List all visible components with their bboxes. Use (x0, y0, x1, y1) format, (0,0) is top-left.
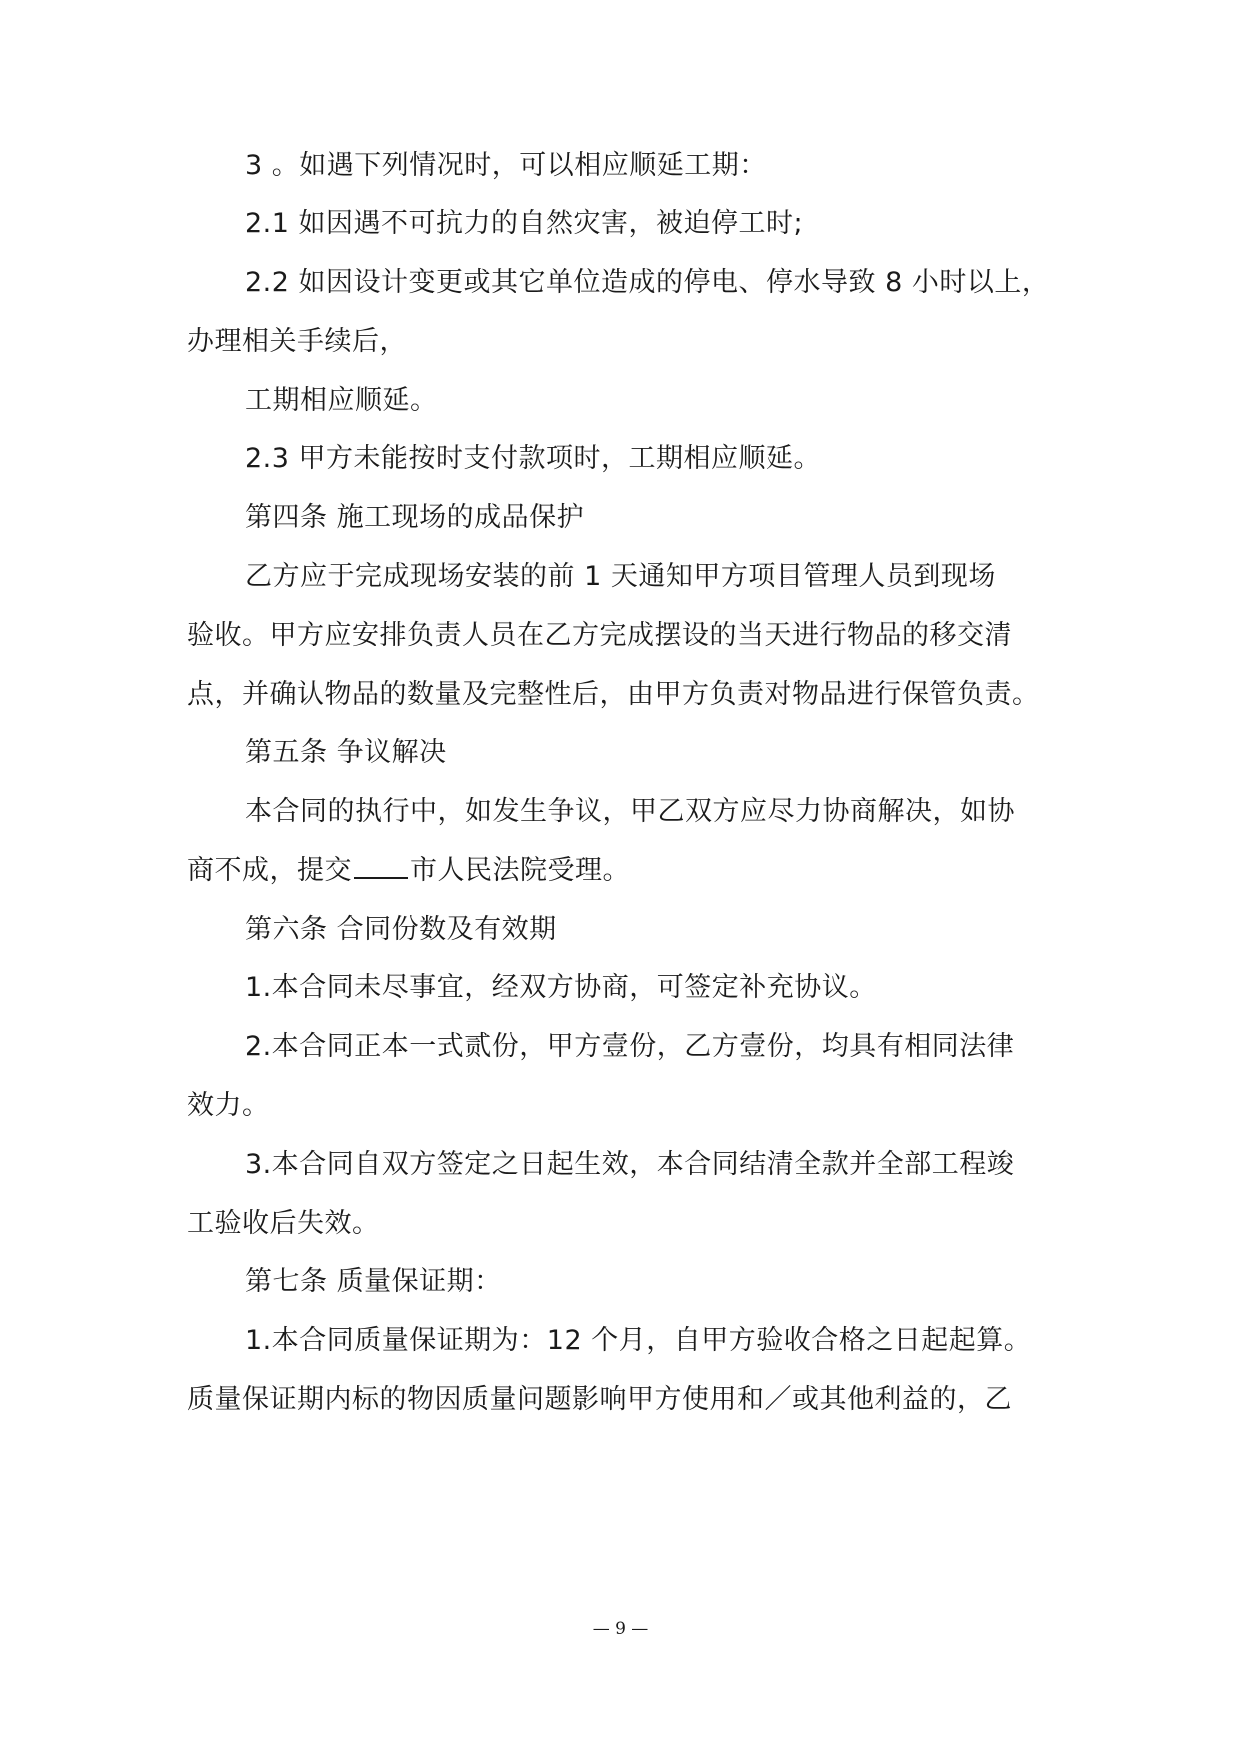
section-heading: 第七条 质量保证期： (245, 1266, 502, 1297)
text-line: 验收。甲方应安排负责人员在乙方完成摆设的当天进行物品的移交清 (187, 620, 1012, 651)
section-heading: 第五条 争议解决 (245, 737, 447, 768)
text-line: 1.本合同质量保证期为：12 个月，自甲方验收合格之日起起算。 (245, 1325, 1032, 1356)
text-line: 2.3 甲方未能按时支付款项时，工期相应顺延。 (245, 443, 822, 474)
text-line: 本合同的执行中，如发生争议，甲乙双方应尽力协商解决，如协 (245, 796, 1015, 827)
text-line: 2.1 如因遇不可抗力的自然灾害，被迫停工时; (245, 208, 804, 239)
fill-in-blank (354, 857, 408, 879)
text-line: 办理相关手续后， (187, 326, 407, 357)
section-heading: 第四条 施工现场的成品保护 (245, 502, 585, 533)
text-segment: 市人民法院受理。 (410, 855, 630, 886)
text-segment: 商不成，提交 (187, 855, 352, 886)
page-number: — 9 — (592, 1619, 649, 1639)
text-line: 质量保证期内标的物因质量问题影响甲方使用和／或其他利益的，乙 (187, 1384, 1012, 1415)
text-line: 点，并确认物品的数量及完整性后，由甲方负责对物品进行保管负责。 (187, 679, 1040, 710)
text-line: 乙方应于完成现场安装的前 1 天通知甲方项目管理人员到现场 (245, 561, 996, 592)
text-line: 工验收后失效。 (187, 1208, 380, 1239)
text-line: 效力。 (187, 1090, 270, 1121)
text-line: 工期相应顺延。 (245, 385, 438, 416)
text-line-with-blank (187, 853, 630, 889)
text-line: 2.本合同正本一式贰份，甲方壹份，乙方壹份，均具有相同法律 (245, 1031, 1015, 1062)
section-heading: 第六条 合同份数及有效期 (245, 914, 557, 945)
text-line: 3.本合同自双方签定之日起生效，本合同结清全款并全部工程竣 (245, 1149, 1015, 1180)
text-line: 1.本合同未尽事宜，经双方协商，可签定补充协议。 (245, 972, 877, 1003)
text-line: 2.2 如因设计变更或其它单位造成的停电、停水导致 8 小时以上， (245, 267, 1050, 298)
text-line: 3 。如遇下列情况时，可以相应顺延工期： (245, 150, 767, 181)
